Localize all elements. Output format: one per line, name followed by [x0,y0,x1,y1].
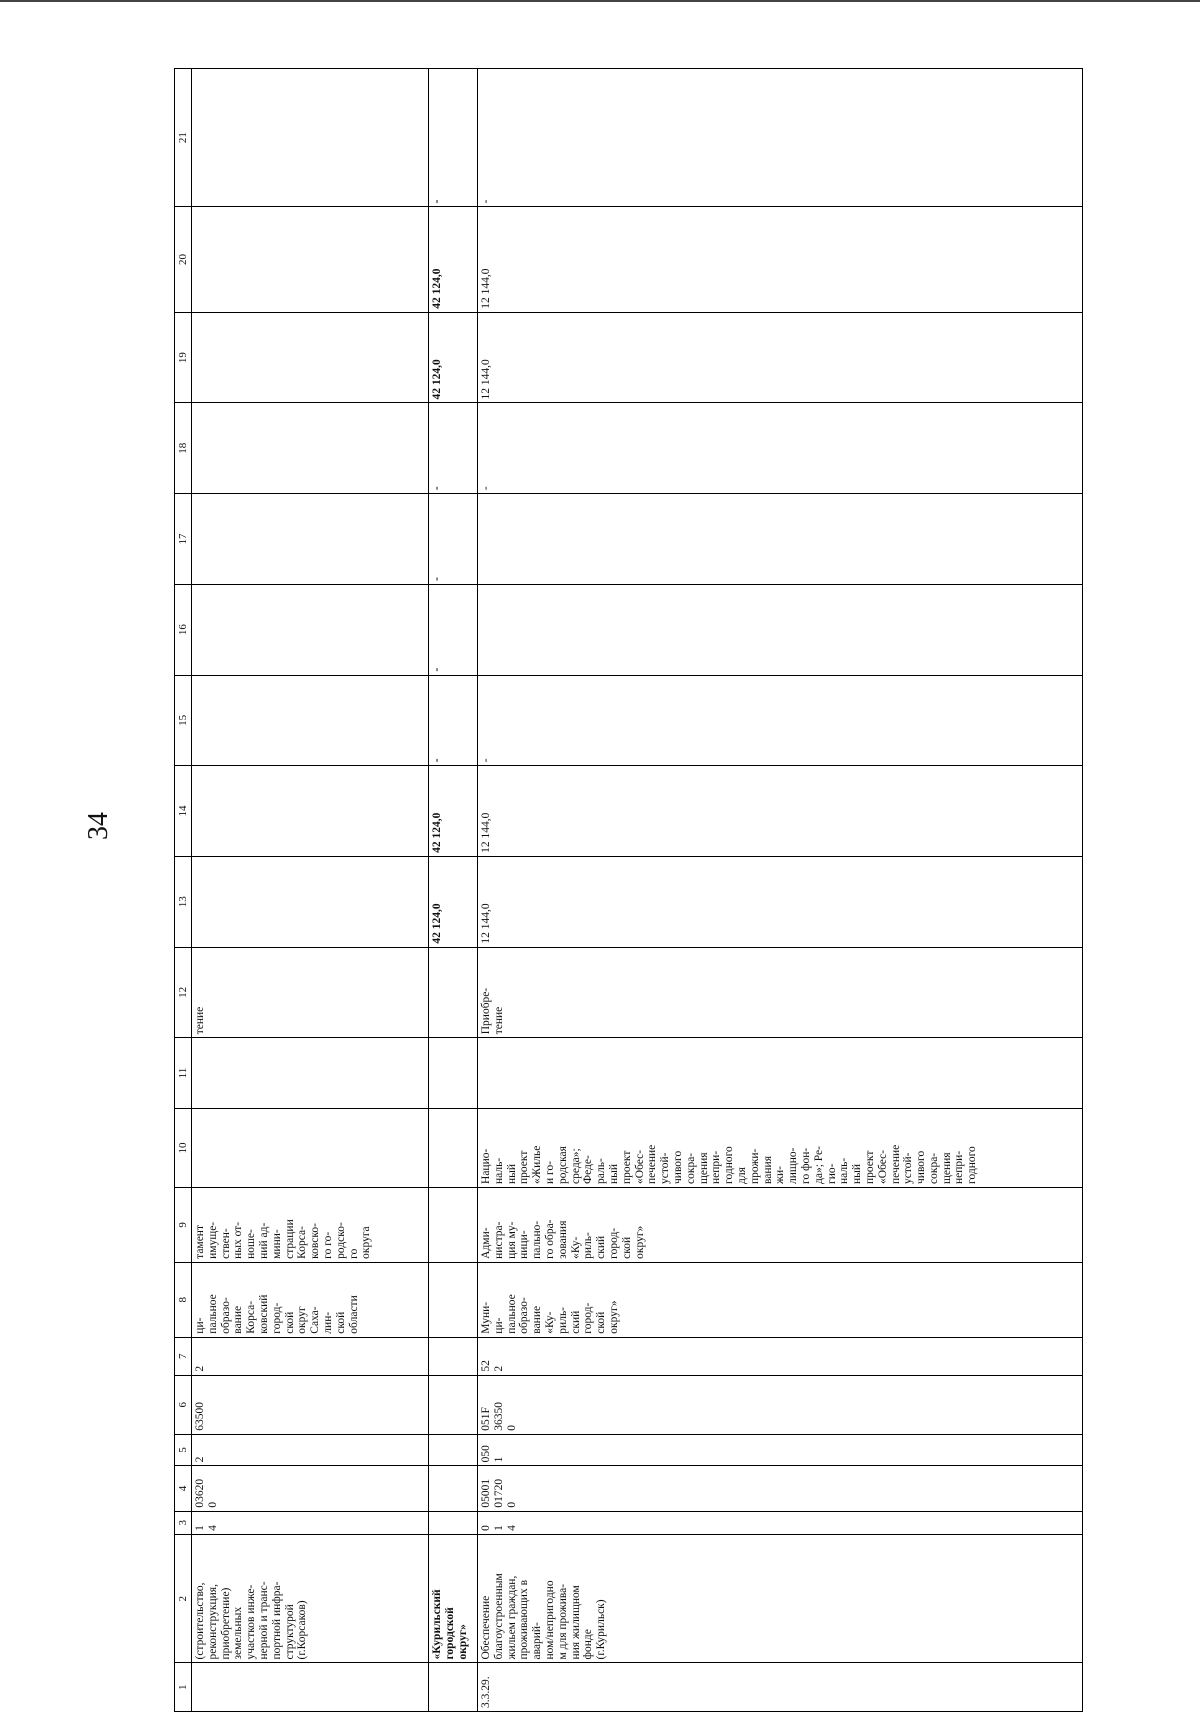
cell-amount: 42 124,0 [429,207,478,312]
cell-11 [429,1038,478,1109]
cell-administrator: тамент имуще- ствен- ных от- ноше- ний ад- мини- страции Корса- ковско- го го- родско- го округа [192,1187,429,1262]
cell-amount [478,494,1083,585]
col-number: 13 [175,856,192,947]
col-number: 7 [175,1337,192,1375]
cell-amount [192,675,429,766]
col-number: 2 [175,1534,192,1663]
cell-amount [192,856,429,947]
cell-amount: 12 144,0 [478,207,1083,312]
col-number: 8 [175,1262,192,1337]
table-row-korsakov-continuation [192,69,429,1712]
cell-code [429,1511,478,1534]
cell-amount: - [478,675,1083,766]
cell-amount [192,584,429,675]
cell-code: 2 [192,1337,429,1375]
col-number: 21 [175,69,192,207]
cell-amount [192,403,429,494]
col-number: 9 [175,1187,192,1262]
cell-code: 1 4 [192,1511,429,1534]
col-number: 4 [175,1466,192,1511]
column-number-row [175,69,192,1712]
cell-project [192,1108,429,1187]
col-number: 6 [175,1375,192,1434]
cell-amount [192,766,429,857]
cell-type [429,947,478,1038]
cell-amount: 12 144,0 [478,312,1083,403]
cell-administrator [429,1187,478,1262]
cell-index [192,1663,429,1712]
cell-object-name: (строительство, реконструкция, приобретение) земельных участков инже- нерной и транс- портной инфра- структурой (г.Корсаков) [192,1534,429,1663]
cell-type: Приобре- тение [478,947,1083,1038]
cell-amount: - [429,494,478,585]
cell-code: 03620 0 [192,1466,429,1511]
col-number: 18 [175,403,192,494]
rotated-table-frame [174,68,1098,1712]
cell-11 [478,1038,1083,1109]
cell-index: 3.3.29. [478,1663,1083,1712]
cell-code [429,1466,478,1511]
cell-code: 2 [192,1434,429,1466]
col-number: 3 [175,1511,192,1534]
cell-amount: 12 144,0 [478,856,1083,947]
cell-11 [192,1038,429,1109]
col-number: 19 [175,312,192,403]
cell-amount: 42 124,0 [429,312,478,403]
cell-amount: - [429,584,478,675]
cell-code: 05001 01720 0 [478,1466,1083,1511]
cell-code: 52 2 [478,1337,1083,1375]
col-number: 11 [175,1038,192,1109]
col-number: 10 [175,1108,192,1187]
program-table [174,68,1083,1712]
cell-amount: 42 124,0 [429,856,478,947]
cell-amount: - [429,403,478,494]
cell-recipient [429,1262,478,1337]
cell-code: 0 1 4 [478,1511,1083,1534]
table-row-3-3-29 [478,69,1083,1712]
col-number: 16 [175,584,192,675]
cell-amount: - [478,403,1083,494]
cell-administrator: Адми- нистра- ция му- ници- пально- го обра- зования «Ку- риль- ский город- ской округ» [478,1187,1083,1262]
col-number: 17 [175,494,192,585]
cell-code [429,1375,478,1434]
cell-object-name: Обеспечение благоустроенным жильем граждан, проживающих в аварий- ном/непригодно м для прожива- ния жилищном фонде (г.Курильск) [478,1534,1083,1663]
cell-code: 63500 [192,1375,429,1434]
page-number: 34 [83,812,114,840]
cell-amount: 42 124,0 [429,766,478,857]
cell-amount [192,312,429,403]
cell-code [429,1337,478,1375]
cell-amount [192,69,429,207]
cell-amount: - [429,675,478,766]
cell-project: Нацио- наль- ный проект «Жилье и го- родская среда»; Феде- раль- ный проект «Обес- печение устой- чивого сокра- щения непри- годного для прожи- вания жи- лищно- го фон- да»; Ре- гио- наль- ный проект «Обес- печение устой- чивого сокра- щения непри- годного [478,1108,1083,1187]
table-row-kurilsky-subtotal [429,69,478,1712]
col-number: 14 [175,766,192,857]
col-number: 5 [175,1434,192,1466]
cell-amount [192,207,429,312]
cell-amount: 12 144,0 [478,766,1083,857]
col-number: 15 [175,675,192,766]
cell-recipient: ци- пальное образо- вание Корса- ковский город- ской округ Саха- лин- ской области [192,1262,429,1337]
cell-code [429,1434,478,1466]
cell-amount: - [478,69,1083,207]
scan-top-edge [0,0,1200,2]
cell-district-name: «Курильский городской округ» [429,1534,478,1663]
cell-amount [192,494,429,585]
cell-code: 051F 36350 0 [478,1375,1083,1434]
col-number: 20 [175,207,192,312]
cell-index [429,1663,478,1712]
cell-code: 050 1 [478,1434,1083,1466]
col-number: 12 [175,947,192,1038]
col-number: 1 [175,1663,192,1712]
cell-project [429,1108,478,1187]
cell-amount: - [429,69,478,207]
cell-recipient: Муни- ци- пальное образо- вание «Ку- риль- ский город- ской округ» [478,1262,1083,1337]
cell-amount [478,584,1083,675]
cell-type: тение [192,947,429,1038]
